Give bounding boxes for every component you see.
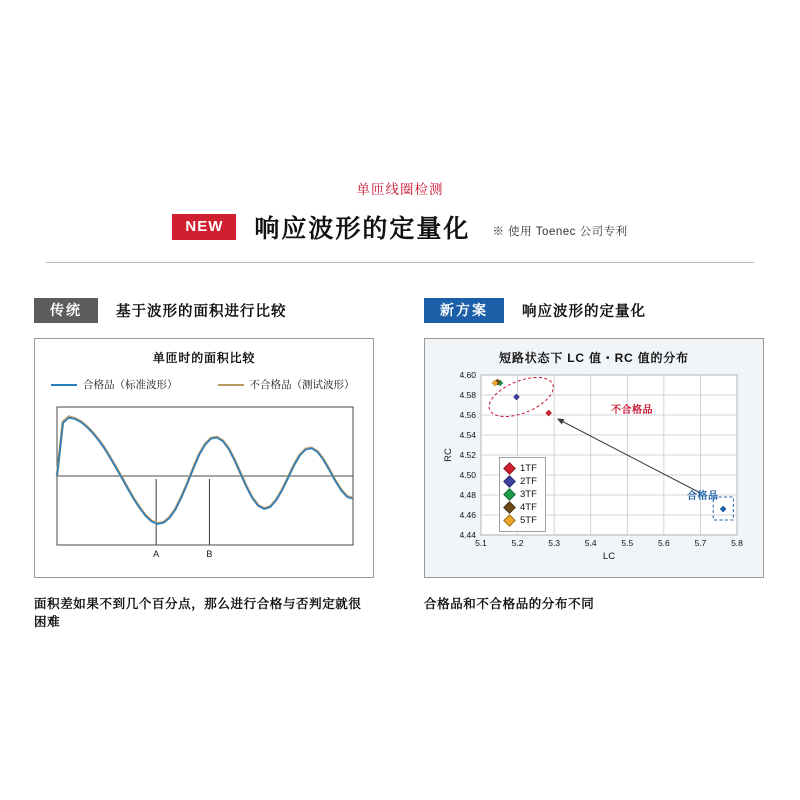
legend-label-3tf: 3TF [520,489,537,500]
svg-text:4.52: 4.52 [459,450,476,460]
svg-text:4.58: 4.58 [459,390,476,400]
scatter-plot [425,339,763,577]
waveform-series-test [57,417,353,524]
legend-row-1tf [505,462,537,475]
svg-text:5.6: 5.6 [657,538,670,548]
title-row [0,206,800,248]
column-new-subtitle: 响应波形的定量化 [522,303,646,320]
ng-group-label: 不合格品 [611,405,653,416]
column-traditional-subtitle: 基于波形的面积进行比较 [116,303,287,320]
waveform-plot [35,339,373,577]
legend-row-3tf [505,488,537,501]
column-traditional [34,296,374,630]
legend-label-2tf: 2TF [520,476,537,487]
waveform-marker-a-label: A [153,549,160,559]
column-new [424,296,764,612]
legend-marker-2tf [503,475,516,488]
svg-text:4.56: 4.56 [459,410,476,420]
scatter-chart-panel [424,338,764,578]
legend-row-5tf [505,514,537,527]
legend-label-test: 不合格品（测试波形） [249,379,355,391]
svg-text:4.44: 4.44 [459,530,476,540]
svg-text:4.46: 4.46 [459,510,476,520]
svg-text:4.50: 4.50 [459,470,476,480]
column-traditional-head [34,296,374,324]
svg-text:5.4: 5.4 [584,538,597,548]
legend-label-1tf: 1TF [520,463,537,474]
legend-marker-4tf [503,501,516,514]
svg-text:5.2: 5.2 [511,538,524,548]
scatter-x-axis-label: LC [602,551,616,562]
column-new-head [424,296,764,324]
page-kicker: 单匝线圈检测 [356,182,444,197]
legend-marker-5tf [503,514,516,527]
waveform-chart-panel [34,338,374,578]
svg-text:5.5: 5.5 [621,538,634,548]
page-title: 响应波形的定量化 [254,215,471,243]
svg-text:5.7: 5.7 [694,538,707,548]
traditional-caption: 面积差如果不到几个百分点，那么进行合格与否判定就很困难 [34,597,362,629]
svg-text:5.1: 5.1 [475,538,487,548]
legend-label-5tf: 5TF [520,515,537,526]
new-caption: 合格品和不合格品的分布不同 [424,597,595,611]
patent-note: ※ 使用 Toenec 公司专利 [492,226,628,238]
svg-text:4.48: 4.48 [459,490,476,500]
tag-traditional: 传统 [34,298,98,323]
scatter-y-axis-label: RC [443,448,454,462]
legend-label-4tf: 4TF [520,502,537,513]
legend-row-2tf [505,475,537,488]
header-divider [46,262,754,263]
svg-text:4.54: 4.54 [459,430,476,440]
legend-marker-1tf [503,462,516,475]
waveform-marker-b-label: B [206,549,213,559]
tag-new: 新方案 [424,298,504,323]
waveform-chart-title: 单匝时的面积比较 [152,351,256,365]
ok-group-label: 合格品 [687,491,719,502]
legend-marker-3tf [503,488,516,501]
legend-label-standard: 合格品（标准波形） [83,379,178,391]
waveform-series-standard [57,418,353,524]
svg-text:4.60: 4.60 [459,370,476,380]
scatter-chart-title: 短路状态下 LC 值・RC 值的分布 [499,351,689,365]
svg-text:5.3: 5.3 [548,538,561,548]
new-badge: NEW [172,214,236,240]
scatter-legend [499,457,546,532]
legend-row-4tf [505,501,537,514]
svg-text:5.8: 5.8 [731,538,743,548]
